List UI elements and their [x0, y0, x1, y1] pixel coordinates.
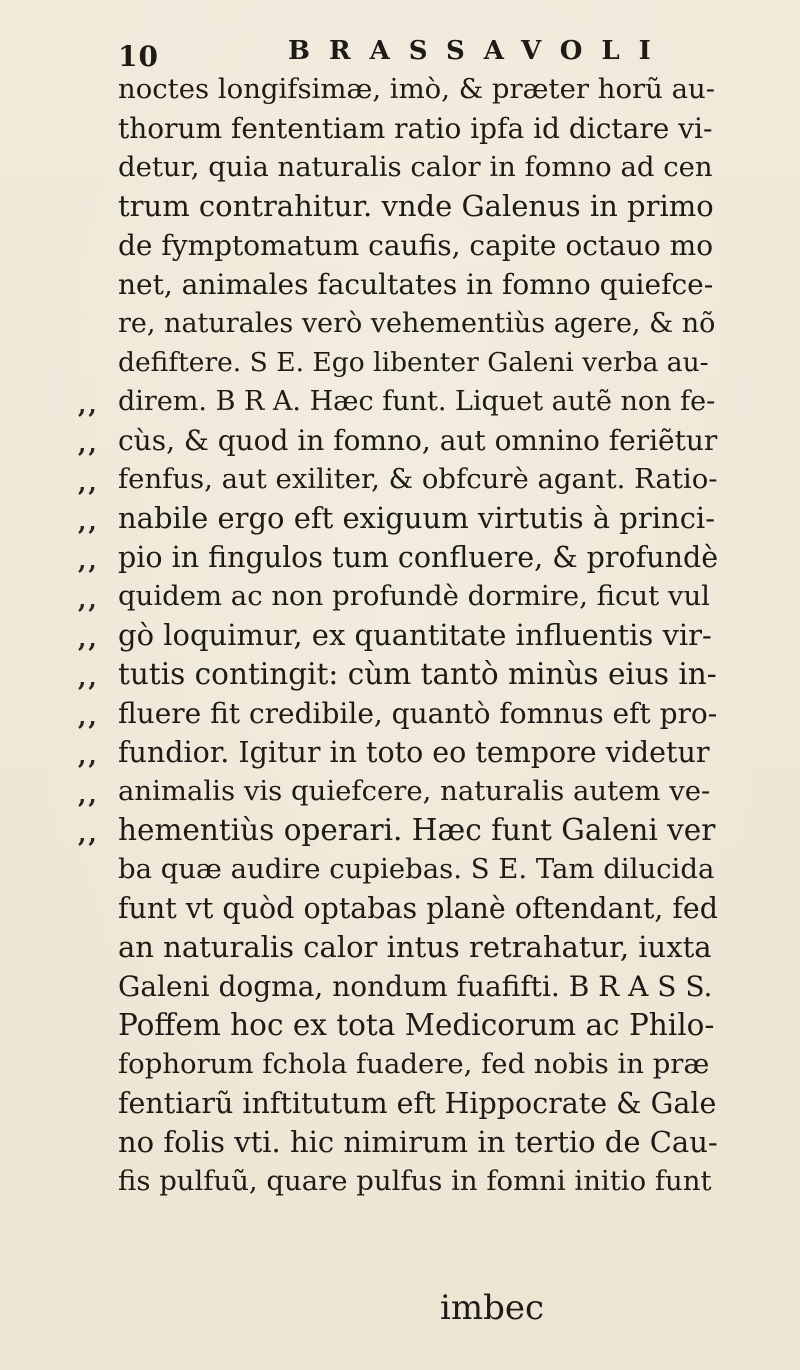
- line-text: re, naturales verò vehementiùs agere, & nõ: [118, 308, 716, 339]
- quotation-mark: ,,: [78, 819, 99, 848]
- line-text: cùs, & quod in fomno, aut omnino feriẽtur: [118, 424, 718, 457]
- text-line: [118, 1162, 718, 1201]
- line-text: fis pulfuũ, quare pulfus in fomni initio funt: [118, 1165, 712, 1197]
- quotation-mark: ,,: [78, 663, 99, 692]
- text-block: [78, 70, 719, 1201]
- text-line: [118, 1006, 718, 1045]
- line-text: fluere fit credibile, quantò fomnus eft pro-: [118, 697, 718, 730]
- text-line: [118, 187, 718, 226]
- text-line: [118, 928, 718, 967]
- line-text: gò loquimur, ex quantitate influentis vir-: [118, 618, 712, 652]
- text-line: [118, 889, 718, 928]
- text-line: [118, 1123, 718, 1162]
- line-text: Poffem hoc ex tota Medicorum ac Philo-: [118, 1008, 715, 1042]
- catchword: imbec: [440, 1288, 545, 1328]
- text-line: [78, 733, 718, 772]
- line-text: net, animales facultates in fomno quiefce-: [118, 268, 714, 301]
- text-line: [78, 499, 718, 538]
- line-text: defiftere. S E. Ego libenter Galeni verba au-: [118, 347, 709, 378]
- text-line: [78, 811, 718, 850]
- text-line: [118, 304, 718, 343]
- text-line: [78, 616, 718, 655]
- line-text: fundior. Igitur in toto eo tempore videtur: [118, 736, 710, 769]
- line-text: Galeni dogma, nondum fuafifti. B R A S S.: [118, 970, 713, 1003]
- quotation-mark: ,,: [78, 624, 99, 653]
- quotation-mark: ,,: [78, 507, 99, 536]
- line-text: noctes longifsimæ, imò, & præter horũ au-: [118, 73, 716, 105]
- text-line: [118, 109, 718, 148]
- text-line: [78, 382, 718, 421]
- line-text: ba quæ audire cupiebas. S E. Tam dilucida: [118, 853, 715, 885]
- line-text: de fymptomatum caufis, capite octauo mo: [118, 229, 714, 262]
- quotation-mark: ,,: [78, 429, 99, 458]
- text-line: [118, 1084, 718, 1123]
- text-line: [118, 265, 718, 304]
- line-text: no folis vti. hic nimirum in tertio de Cau-: [118, 1125, 718, 1159]
- quotation-mark: ,,: [78, 780, 99, 809]
- page-header: [118, 18, 718, 73]
- running-head: BRASSAVOLI: [288, 36, 670, 66]
- text-line: [78, 538, 719, 577]
- quotation-mark: ,,: [78, 468, 99, 497]
- quotation-mark: ,,: [78, 741, 99, 770]
- quotation-mark: ,,: [78, 702, 99, 731]
- text-line: [118, 226, 718, 265]
- text-line: [78, 655, 718, 694]
- text-line: [118, 1045, 718, 1084]
- line-text: funt vt quòd optabas planè oftendant, fed: [118, 892, 719, 925]
- line-text: an naturalis calor intus retrahatur, iuxta: [118, 930, 712, 964]
- line-text: fentiarũ inftitutum eft Hippocrate & Gale: [118, 1087, 717, 1120]
- text-line: [78, 421, 718, 460]
- text-line: [118, 148, 718, 187]
- line-text: detur, quia naturalis calor in fomno ad cen: [118, 151, 713, 183]
- quotation-mark: ,,: [78, 585, 99, 614]
- text-line: [78, 577, 718, 616]
- text-line: [118, 850, 718, 889]
- line-text: hementiùs operari. Hæc funt Galeni ver: [118, 813, 716, 847]
- line-text: nabile ergo eft exiguum virtutis à princi-: [118, 501, 716, 535]
- text-line: [118, 967, 718, 1006]
- line-text: quidem ac non profundè dormire, ficut vul: [118, 580, 710, 612]
- text-line: [78, 460, 718, 499]
- line-text: fenfus, aut exiliter, & obfcurè agant. Ratio-: [118, 463, 718, 495]
- line-text: direm. B R A. Hæc funt. Liquet autẽ non fe-: [118, 386, 716, 417]
- text-line: [78, 772, 718, 811]
- text-line: [78, 694, 718, 733]
- line-text: tutis contingit: cùm tantò minùs eius in-: [118, 657, 717, 691]
- line-text: thorum fententiam ratio ipfa id dictare vi-: [118, 112, 713, 145]
- quotation-mark: ,,: [78, 390, 99, 419]
- line-text: pio in fingulos tum confluere, & profundè: [118, 541, 719, 574]
- quotation-mark: ,,: [78, 546, 99, 575]
- page-number: 10: [118, 40, 159, 73]
- line-text: animalis vis quiefcere, naturalis autem ve-: [118, 775, 711, 807]
- line-text: trum contrahitur. vnde Galenus in primo: [118, 189, 714, 223]
- line-text: fophorum fchola fuadere, fed nobis in præ: [118, 1048, 710, 1080]
- text-line: [118, 343, 718, 382]
- text-line: [118, 70, 718, 109]
